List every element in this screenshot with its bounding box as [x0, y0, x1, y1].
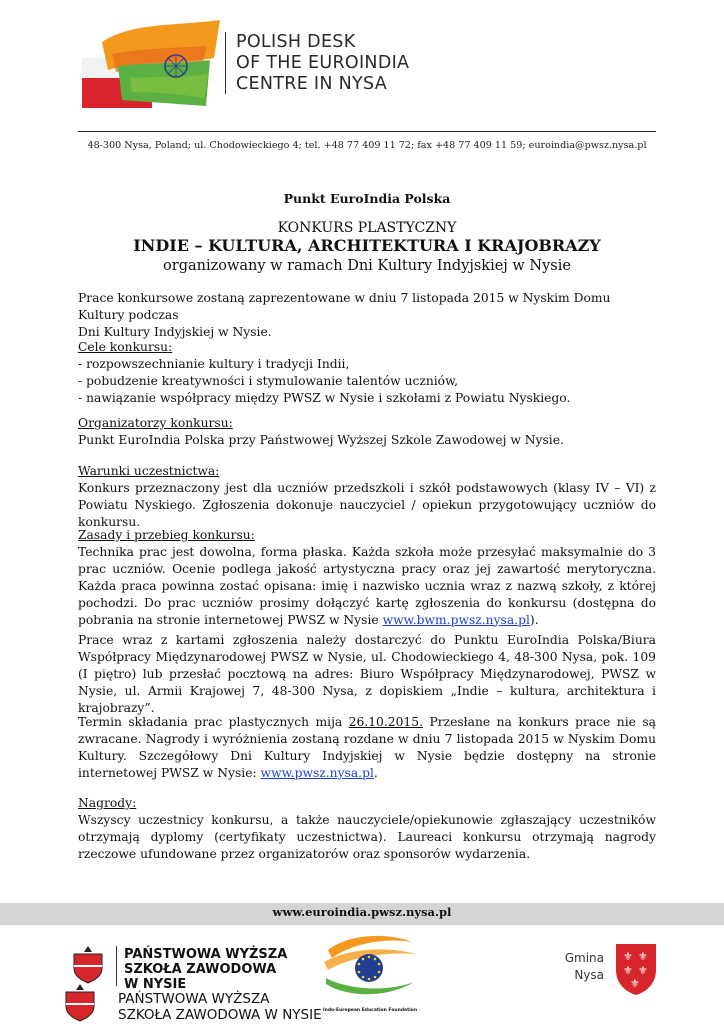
rules-body: Technika prac jest dowolna, forma płaska. Każda szkoła może przesyłać maksymalnie do 3 prac uczniów. Ocenie podlega jakość artystyczna pracy oraz jej zawartość merytoryczna. Każda praca powinna zostać opisana: imię i nazwisko ucznia wraz z nazwą szkoły, z której pochodzi. Do prac uczniów prosimy dołączyć kartę zgłoszenia do konkursu (dostępna do pobrania na stronie internetowej PWSZ w Nysie [78, 544, 656, 627]
pwsz-name-line: PAŃSTWOWA WYŻSZA [118, 991, 270, 1007]
intro-line: Prace konkursowe zostaną zaprezentowane w dniu 7 listopada 2015 w Nyskim Domu Kultury podczas [78, 291, 611, 322]
deadline-paragraph [78, 714, 656, 782]
organizers-heading: Organizatorzy konkursu: [78, 416, 233, 430]
delivery-paragraph [78, 632, 656, 717]
gmina-line: Nysa [574, 968, 604, 982]
svg-text:⚜: ⚜ [638, 950, 648, 963]
pwsz-name-line: PAŃSTWOWA WYŻSZA [124, 947, 288, 962]
deadline-prefix: Termin składania prac plastycznych mija [78, 715, 343, 729]
goal-item: - nawiązanie współpracy między PWSZ w Nysie i szkołami z Powiatu Nyskiego. [78, 390, 571, 405]
logo-text-line: OF THE EUROINDIA [236, 53, 410, 73]
svg-text:⚜: ⚜ [623, 964, 633, 977]
ieef-logo [318, 928, 420, 1008]
document-title: INDIE – KULTURA, ARCHITEKTURA I KRAJOBRAZY [133, 236, 601, 255]
pwsz-crest-icon [64, 944, 112, 1024]
pwsz-name-line: SZKOŁA ZAWODOWA [124, 962, 277, 977]
goals-heading: Cele konkursu: [78, 340, 173, 354]
euroindia-logo [82, 20, 222, 108]
rules-heading: Zasady i przebieg konkursu: [78, 528, 255, 542]
deadline-tail: . [373, 765, 378, 780]
gmina-crest-icon [614, 942, 658, 996]
gmina-line: Gmina [564, 951, 604, 965]
rules-section [78, 527, 656, 628]
organization-name: Punkt EuroIndia Polska [283, 191, 451, 206]
svg-text:⚜: ⚜ [638, 964, 648, 977]
conditions-heading: Warunki uczestnictwa: [78, 464, 220, 478]
conditions-section [78, 463, 656, 531]
document-kicker: KONKURS PLASTYCZNY [277, 220, 457, 236]
ieef-name: Indo-European Education Foundation [322, 1008, 418, 1013]
footer-url[interactable]: www.euroindia.pwsz.nysa.pl [272, 905, 452, 919]
delivery-text: Prace wraz z kartami zgłoszenia należy dostarczyć do Punktu EuroIndia Polska/Biura Współpracy Międzynarodowej PWSZ w Nysie, ul. Chodowieckiego 4, 48-300 Nysa, pok. 109 (I piętro) lub przesłać pocztową na adres: Biuro Współpracy Międzynarodowej, PWSZ w Nysie, ul. Armii Krajowej 7, 48-300 Nysa, z dopiskiem „Indie – kultura, architektura i krajobrazy”. [78, 633, 656, 715]
prizes-text: Wszyscy uczestnicy konkursu, a także nauczyciele/opiekunowie zgłaszający uczestników otrzymają dyplomy (certyfikaty uczestnictwa). Laureaci konkursu otrzymają nagrody rzeczowe ufundowane przez organizatorów oraz sponsorów wydarzenia. [78, 812, 656, 861]
organizers-text: Punkt EuroIndia Polska przy Państwowej Wyższej Szkole Zawodowej w Nysie. [78, 432, 564, 447]
goal-item: - rozpowszechnianie kultury i tradycji Indii, [78, 356, 350, 371]
organizers-section [78, 415, 656, 449]
bwm-link[interactable]: www.bwm.pwsz.nysa.pl [382, 612, 530, 627]
pwsz-name-line: SZKOŁA ZAWODOWA W NYSIE [118, 1007, 322, 1023]
svg-text:⚜: ⚜ [623, 950, 633, 963]
pwsz-link[interactable]: www.pwsz.nysa.pl [260, 765, 374, 780]
pwsz-divider [116, 946, 117, 986]
deadline-text: Przesłane na konkurs prace nie są zwracane. Nagrody i wyróżnienia zostaną rozdane w dniu 7 listopada 2015 w Nyskim Domu Kultury. Szczegółowy Dni Kultury Indyjskiej w Nysie będzie dostępny na stronie internetowej PWSZ w Nysie: [78, 715, 656, 780]
contact-line: 48-300 Nysa, Poland; ul. Chodowieckiego 4; tel. +48 77 409 11 72; fax +48 77 409 11 59; euroindia@pwsz.nysa.pl [87, 140, 647, 151]
conditions-text: Konkurs przeznaczony jest dla uczniów przedszkoli i szkół podstawowych (klasy IV – VI) z Powiatu Nyskiego. Zgłoszenia dokonuje nauczyciel / opiekun przygotowujący uczniów do konkursu. [78, 480, 656, 529]
document-subtitle: organizowany w ramach Dni Kultury Indyjskiej w Nysie [163, 258, 571, 274]
intro-line: Dni Kultury Indyjskiej w Nysie. [78, 324, 272, 339]
header-rule [78, 131, 656, 132]
pwsz-name-line: W NYSIE [124, 977, 187, 992]
gmina-label [560, 950, 604, 984]
svg-text:⚜: ⚜ [630, 977, 640, 990]
prizes-section [78, 795, 656, 863]
rules-text [78, 544, 656, 629]
rules-tail: ). [529, 612, 539, 627]
logo-divider [225, 32, 226, 94]
deadline-date: 26.10.2015. [348, 715, 423, 729]
prizes-heading: Nagrody: [78, 796, 137, 810]
goals-section [78, 339, 656, 407]
intro-paragraph [78, 290, 656, 341]
logo-text-line: CENTRE IN NYSA [236, 74, 388, 94]
goal-item: - pobudzenie kreatywności i stymulowanie talentów uczniów, [78, 373, 459, 388]
logo-text-line: POLISH DESK [236, 32, 356, 52]
